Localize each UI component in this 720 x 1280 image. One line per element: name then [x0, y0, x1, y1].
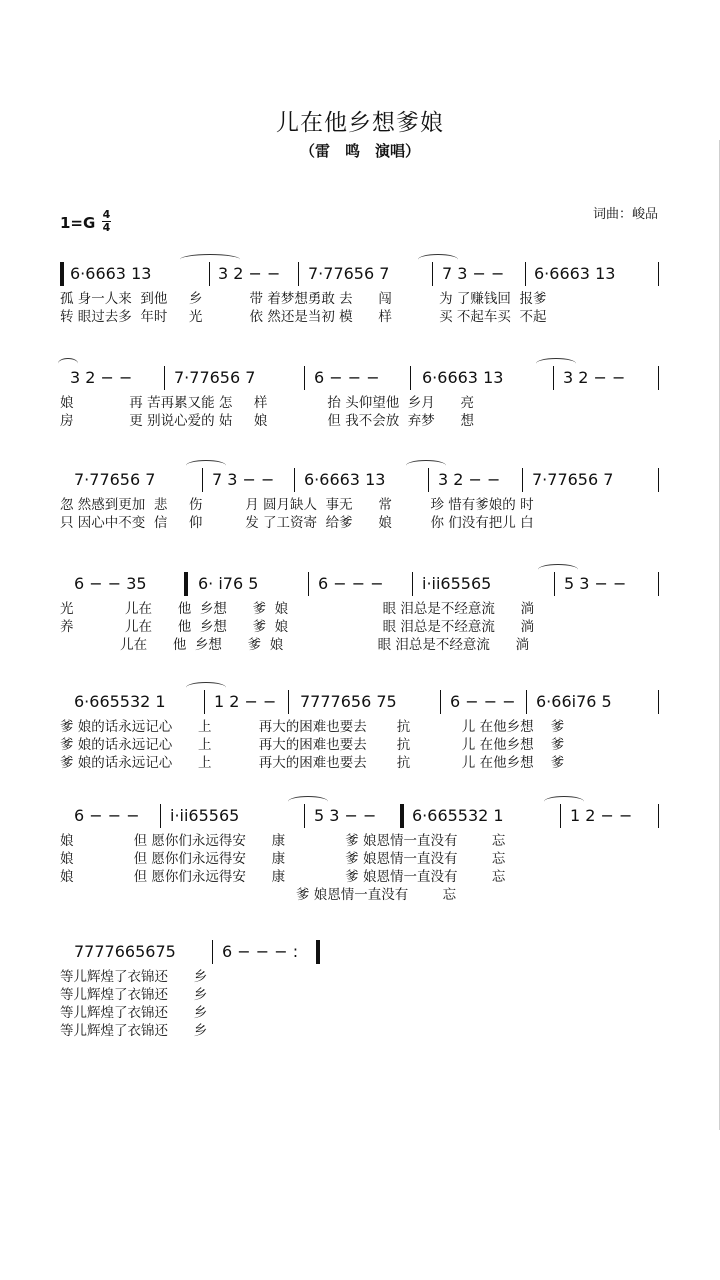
measure: 3 2 − −: [70, 368, 133, 387]
staff-system-6: [60, 804, 660, 904]
repeat-end-barline: [316, 940, 320, 964]
singer-credit: （雷 鸣 演唱）: [299, 142, 420, 160]
tie-arc: [186, 460, 226, 471]
staff-system-2: [60, 366, 660, 430]
measure: 6 − − − :: [222, 942, 299, 961]
notation-line: [60, 262, 660, 290]
measure: 6· i76 5: [198, 574, 259, 593]
notation-line: [60, 690, 660, 718]
barline: [410, 366, 411, 390]
barline: [560, 804, 561, 828]
barline: [304, 804, 305, 828]
measure: 1 2 − −: [570, 806, 633, 825]
time-signature: [102, 210, 111, 233]
notation-line: [60, 572, 660, 600]
notation-line: [60, 940, 660, 968]
measure: 6·665532 1: [412, 806, 504, 825]
lyric-verse-1: 光 儿在 他 乡想 爹 娘 眼 泪总是不经意流 淌: [60, 601, 535, 617]
barline: [160, 804, 161, 828]
tie-arc: [536, 358, 576, 369]
tie-arc: [544, 796, 584, 807]
staff-system-7: [60, 940, 660, 1040]
measure: 5 3 − −: [314, 806, 377, 825]
time-signature-bottom: 4: [102, 221, 111, 234]
barline: [553, 366, 554, 390]
barline: [294, 468, 295, 492]
barline: [308, 572, 309, 596]
lyric-verse-2: 转 眼过去多 年时 光 依 然还是当初 模 样 买 不起车买 不起: [60, 309, 547, 325]
barline: [412, 572, 413, 596]
measure: 3 2 − −: [563, 368, 626, 387]
measure: 6·6663 13: [70, 264, 152, 283]
barline: [525, 262, 526, 286]
measure: 6 − − 35: [74, 574, 147, 593]
tie-arc: [58, 358, 78, 369]
barline: [432, 262, 433, 286]
lyric-verse-3: 等儿辉煌了衣锦还 乡: [60, 1005, 208, 1021]
tie-arc: [406, 460, 446, 471]
lyric-verse-2: 等儿辉煌了衣锦还 乡: [60, 987, 208, 1003]
measure: 7·77656 7: [532, 470, 614, 489]
measure: 7 3 − −: [442, 264, 505, 283]
barline: [658, 366, 659, 390]
measure: 6 − − −: [318, 574, 384, 593]
measure: 7·77656 7: [308, 264, 390, 283]
key-signature: 1=G: [60, 214, 96, 232]
tie-arc: [186, 682, 226, 693]
lyric-verse-1: 娘 再 苦再累又能 怎 样 抬 头仰望他 乡月 亮: [60, 395, 475, 411]
lyric-verse-2: 只 因心中不变 信 仰 发 了工资寄 给爹 娘 你 们没有把儿 白: [60, 515, 534, 531]
barline: [658, 468, 659, 492]
lyric-verse-2: 房 更 别说心爱的 姑 娘 但 我不会放 弃梦 想: [60, 413, 475, 429]
time-signature-top: 4: [102, 208, 111, 221]
measure: 6·6663 13: [304, 470, 386, 489]
measure: 7777665675: [74, 942, 176, 961]
notation-line: [60, 804, 660, 832]
measure: 6·665532 1: [74, 692, 166, 711]
lyric-verse-2: 爹 娘的话永远记心 上 再大的困难也要去 抗 儿 在他乡想 爹: [60, 737, 565, 753]
lyric-verse-2: 养 儿在 他 乡想 爹 娘 眼 泪总是不经意流 淌: [60, 619, 535, 635]
lyricist-composer: 词曲：峻品: [592, 207, 658, 222]
barline: [658, 572, 659, 596]
barline: [298, 262, 299, 286]
measure: 6 − − −: [314, 368, 380, 387]
lyric-verse-4: 等儿辉煌了衣锦还 乡: [60, 1023, 208, 1039]
barline: [209, 262, 210, 286]
measure: 7·77656 7: [74, 470, 156, 489]
staff-system-3: [60, 468, 660, 532]
lyric-verse-4: 爹 娘恩情一直没有 忘: [60, 887, 457, 903]
tie-arc: [180, 254, 240, 265]
barline: [204, 690, 205, 714]
barline: [428, 468, 429, 492]
tie-arc: [418, 254, 458, 265]
measure: 7777656 75: [300, 692, 397, 711]
measure: 6·6663 13: [422, 368, 504, 387]
measure: 6 − − −: [74, 806, 140, 825]
lyric-verse-1: 等儿辉煌了衣锦还 乡: [60, 969, 208, 985]
barline: [440, 690, 441, 714]
lyric-verse-3: 娘 但 愿你们永远得安 康 爹 娘恩情一直没有 忘: [60, 869, 506, 885]
barline: [658, 690, 659, 714]
barline: [526, 690, 527, 714]
barline: [288, 690, 289, 714]
lyric-verse-3: 爹 娘的话永远记心 上 再大的困难也要去 抗 儿 在他乡想 爹: [60, 755, 565, 771]
repeat-start-barline: [184, 572, 188, 596]
barline: [164, 366, 165, 390]
measure: 5 3 − −: [564, 574, 627, 593]
staff-system-5: [60, 690, 660, 772]
measure: 1 2 − −: [214, 692, 277, 711]
lyric-verse-3: 儿在 他 乡想 爹 娘 眼 泪总是不经意流 淌: [60, 637, 530, 653]
measure: i·ii65565: [170, 806, 240, 825]
lyric-verse-1: 娘 但 愿你们永远得安 康 爹 娘恩情一直没有 忘: [60, 833, 506, 849]
repeat-start-barline: [400, 804, 404, 828]
measure: i·ii65565: [422, 574, 492, 593]
barline: [658, 262, 659, 286]
measure: 3 2 − −: [438, 470, 501, 489]
notation-line: [60, 468, 660, 496]
staff-system-1: [60, 262, 660, 326]
barline: [202, 468, 203, 492]
measure: 6 − − −: [450, 692, 516, 711]
lyric-verse-1: 忽 然感到更加 悲 伤 月 圆月缺人 事无 常 珍 惜有爹娘的 时: [60, 497, 534, 513]
lyric-verse-2: 娘 但 愿你们永远得安 康 爹 娘恩情一直没有 忘: [60, 851, 506, 867]
song-title: 儿在他乡想爹娘: [276, 110, 444, 136]
measure: 7·77656 7: [174, 368, 256, 387]
barline: [304, 366, 305, 390]
tie-arc: [288, 796, 328, 807]
measure: 7 3 − −: [212, 470, 275, 489]
measure: 6·66i76 5: [536, 692, 612, 711]
barline: [522, 468, 523, 492]
barline: [554, 572, 555, 596]
repeat-start-barline: [60, 262, 64, 286]
measure: 3 2 − −: [218, 264, 281, 283]
staff-system-4: [60, 572, 660, 654]
barline: [658, 804, 659, 828]
notation-line: [60, 366, 660, 394]
tie-arc: [538, 564, 578, 575]
lyric-verse-1: 孤 身一人来 到他 乡 带 着梦想勇敢 去 闯 为 了赚钱回 报爹: [60, 291, 547, 307]
barline: [212, 940, 213, 964]
measure: 6·6663 13: [534, 264, 616, 283]
lyric-verse-1: 爹 娘的话永远记心 上 再大的困难也要去 抗 儿 在他乡想 爹: [60, 719, 565, 735]
